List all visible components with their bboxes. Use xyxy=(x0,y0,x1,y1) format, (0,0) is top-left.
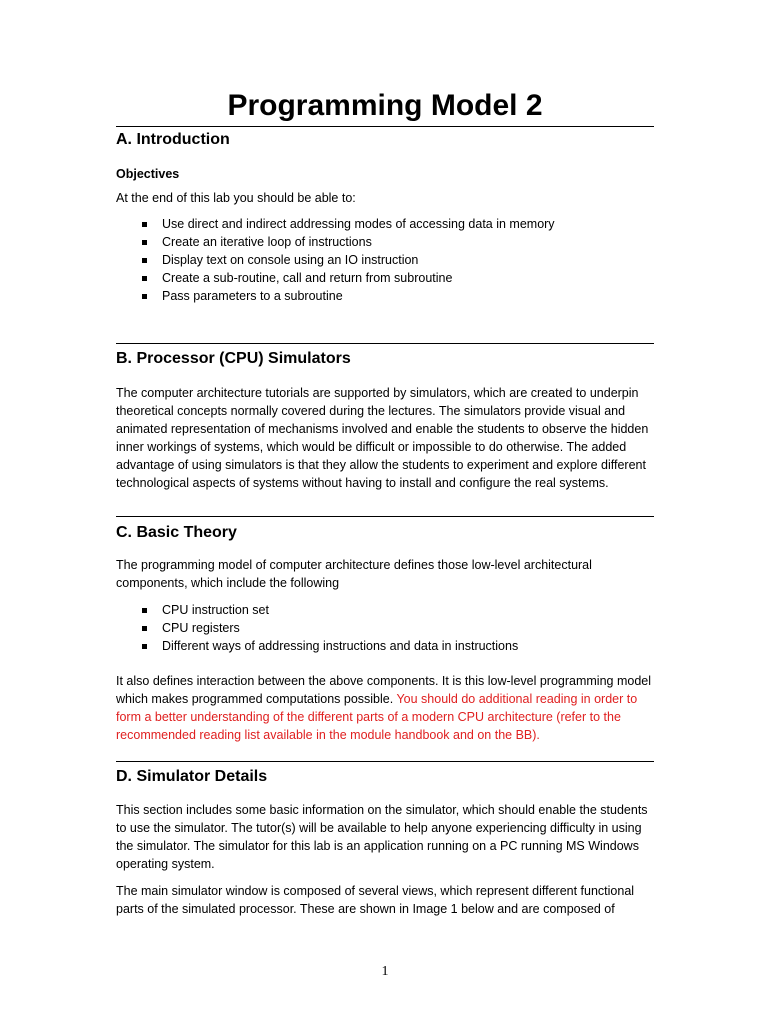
list-item: Pass parameters to a subroutine xyxy=(142,287,654,305)
list-item: CPU instruction set xyxy=(142,601,654,619)
list-item: Different ways of addressing instructions and data in instructions xyxy=(142,637,654,655)
theory-paragraph-2-text: It also defines interaction between the above components. It is this low-level programming model which makes programmed computations possible. xyxy=(116,674,652,706)
objectives-lead: At the end of this lab you should be able to: xyxy=(116,191,356,205)
details-paragraph-2: The main simulator window is composed of several views, which represent different functional parts of the simulated processor. These are shown in Image 1 below and are composed of xyxy=(116,884,635,916)
section-heading: C. Basic Theory xyxy=(116,524,237,541)
section-heading: A. Introduction xyxy=(116,131,230,148)
section-rule xyxy=(116,761,654,762)
theory-list xyxy=(116,601,654,655)
simulators-paragraph: The computer architecture tutorials are supported by simulators, which are created to underpin theoretical concepts normally covered during the lectures. The simulators provide visual and animated representation of mechanisms involved and enable the students to observe the hidden inner workings of systems, which would be difficult or impossible to do otherwise. The added advantage of using simulators is that they allow the students to experiment and explore different technological aspects of systems without having to install and configure the real systems. xyxy=(116,386,649,490)
section-simulators xyxy=(116,343,654,492)
section-introduction xyxy=(116,126,654,305)
section-rule xyxy=(116,343,654,344)
objectives-subheading: Objectives xyxy=(116,167,180,181)
list-item: Create an iterative loop of instructions xyxy=(142,233,654,251)
list-item: CPU registers xyxy=(142,619,654,637)
theory-paragraph: The programming model of computer architecture defines those low-level architectural components, which include the following xyxy=(116,558,592,590)
list-item: Create a sub-routine, call and return from subroutine xyxy=(142,269,654,287)
section-heading: D. Simulator Details xyxy=(116,768,268,785)
details-paragraph-1: This section includes some basic information on the simulator, which should enable the students to use the simulator. The tutor(s) will be available to help anyone experiencing difficulty in using the simulator. The simulator for this lab is an application running on a PC running MS Windows operating system. xyxy=(116,803,648,871)
reading-note-highlight: You should do additional reading in order to form a better understanding of the different parts of a modern CPU architecture (refer to the recommended reading list available in the module handbook and on the BB). xyxy=(116,692,638,742)
objectives-list xyxy=(116,215,654,305)
section-basic-theory xyxy=(116,516,654,744)
page-title: Programming Model 2 xyxy=(227,89,543,122)
theory-paragraph-2 xyxy=(116,672,654,744)
section-heading: B. Processor (CPU) Simulators xyxy=(116,350,351,367)
list-item: Use direct and indirect addressing modes of accessing data in memory xyxy=(142,215,654,233)
section-rule xyxy=(116,516,654,517)
section-rule xyxy=(116,126,654,127)
page-number: 1 xyxy=(381,964,389,979)
list-item: Display text on console using an IO instruction xyxy=(142,251,654,269)
section-simulator-details xyxy=(116,761,654,918)
